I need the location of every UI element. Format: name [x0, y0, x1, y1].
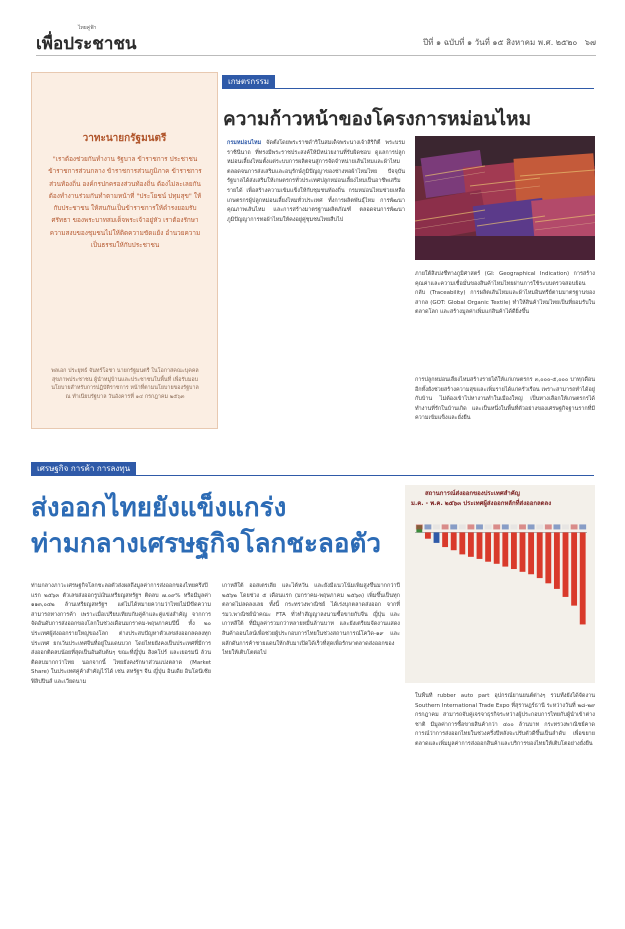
article-headline: ความก้าวหน้าของโครงการหม่อนไหม [223, 108, 532, 130]
chart-bar [477, 532, 483, 558]
article-headline: ส่งออกไทยยังแข็งแกร่ง [31, 493, 287, 523]
country-flag-marker [502, 524, 509, 529]
country-flag-marker [545, 524, 552, 529]
section-rule [222, 88, 594, 89]
chart-bar [451, 532, 457, 550]
article-column: ภายใต้สิ่งบ่งชี้ทางภูมิศาสตร์ (GI: Geographical Indication) การสร้างคุณค่าและความเชื่อมั่นของสินค้าไหมไทยผ่านการใช้ระบบตรวจสอบย้อนกลับ (Traceability) การผลิตเส้นไหมและผ้าไหมอินทรีย์ตามมาตรฐานของสากล (GOT: Global Organic Textile) ทำให้สินค้าไหมไทยเป็นที่ยอมรับในตลาดโลก และสร้างมูลค่าเพิ่มแก่สินค้าได้ดียิ่งขึ้น [415, 271, 595, 316]
chart-bar [485, 532, 491, 561]
chart-bar [528, 532, 534, 574]
chart-bar [442, 532, 448, 547]
chart-bar [571, 532, 577, 605]
country-flag-marker [553, 524, 560, 529]
article-column: การปลูกหม่อนเลี้ยงไหมสร้างรายได้ให้แก่เกษตรกร ๓,๐๐๐-๕,๐๐๐ บาท/เดือน อีกทั้งยังช่วยสร้างความสุขและเพิ่มรายได้แก่ครัวเรือน เพราะสามารถทำได้อยู่กับบ้าน ไม่ต้องเข้าไปหางานทำในเมืองใหญ่ เป็นทางเลือกให้เกษตรกรได้ทำงานที่รักในบ้านเกิด และเป็นหนึ่งในพื้นที่ตัวอย่างของเศรษฐกิจฐานรากที่มีความเข้มแข็งและยั่งยืน [415, 377, 595, 422]
article-column [227, 139, 405, 445]
quote-body: "เราต้องช่วยกันทำงาน รัฐบาล ข้าราชการ ประชาชน ข้าราชการส่วนกลาง ข้าราชการส่วนภูมิภาค ข้าราชการส่วนท้องถิ่น องค์กรปกครองส่วนท้องถิ่น ต้องไม่ละเลยกัน ต้องทำงานร่วมกันทำตามหน้าที่ "ประโยชน์ ปทุมสุข" ให้กับประชาชน ให้สนกันเป็นข้าราชการให้ดำรงยอมรับศรัทธา ของพระบาทสมเด็จพระเจ้าอยู่หัว เราต้องรักษาความสงบของชุมชนไม่ให้ติดความขัดแย้ง อำนวยความเป็นธรรมให้กับประชาชน [48, 155, 202, 250]
country-flag-marker [459, 524, 466, 529]
quote-signature: พลเอก ประยุทธ์ จันทร์โอชา นายกรัฐมนตรี ในโอกาสคณะบุคคลสุขภาพประชาชน ผู้นำหมู่บ้านและประชาชนในพื้นที่ เพื่อรับมอบนโยบายสำหรับการปฏิบัติราชการ หน้าที่ตามนโยบายของรัฐบาล ณ ทำเนียบรัฐบาล วันอังคารที่ ๑๔ กรกฎาคม ๒๕๖๓ [51, 368, 199, 400]
country-flag-marker [433, 524, 440, 529]
chart-bar [563, 532, 569, 596]
chart-bar [580, 532, 586, 624]
section-rule [31, 475, 594, 476]
chart-plot [405, 507, 595, 683]
country-flag-marker [485, 524, 492, 529]
quote-title: วาทะนายกรัฐมนตรี [82, 133, 167, 144]
chart-bar [545, 532, 551, 583]
section-tab-agriculture: เกษตรกรรม [222, 75, 275, 88]
country-flag-marker [519, 524, 526, 529]
masthead-issue [423, 36, 596, 49]
silk-fabric-photo [415, 136, 595, 260]
chart-bar [537, 532, 543, 578]
chart-bar [425, 532, 431, 538]
country-flag-marker [579, 524, 586, 529]
masthead [36, 26, 596, 56]
article-headline: ท่ามกลางเศรษฐกิจโลกชะลอตัว [31, 529, 381, 559]
country-flag-marker [528, 524, 535, 529]
chart-bar [459, 532, 465, 554]
page-number: ๖๗ [584, 38, 596, 47]
chart-bar [468, 532, 474, 556]
country-flag-marker [450, 524, 457, 529]
country-flag-marker [442, 524, 449, 529]
article-column: เกาหลีใต้ ออสเตรเลีย และไต้หวัน และยังมีแนวโน้มเพิ่มสูงขึ้นมากกว่าปี ๒๕๖๒ โดยช่วง ๕ เดือนแรก (มกราคม-พฤษภาคม ๒๕๖๓) เพิ่มขึ้นเป็นทุกตลาดไม่ลดลงเลย ทั้งนี้ กระทรวงพาณิชย์ ได้เร่งบุกตลาดส่งออก จากที่ รมว.พาณิชย์นำคณะ FTA ทั่วทำสัญญาลงนามซื้อขายกับจีน ญี่ปุ่น และเกาหลีใต้ ที่มีมูลค่ารวมกว่าหลายหมื่นล้านบาท และยังเตรียมจัดงานแสดงสินค้าออนไลน์เพื่อช่วยผู้ประกอบการไทยในช่วงสถานการณ์โควิด-๑๙ และผลักดันการค้าชายแดนให้กลับมาเปิดได้เร็วที่สุดเพื่อรักษาตลาดส่งออกของไทยให้เติบโตต่อไป [222, 583, 400, 657]
chart-bar [520, 532, 526, 571]
country-flag-marker [571, 524, 578, 529]
chart-bar [554, 532, 560, 588]
country-flag-marker [467, 524, 474, 529]
issue-date: ปีที่ ๑ ฉบับที่ ๑ วันที่ ๑๕ สิงหาคม พ.ศ. ๒๕๒๐ [423, 38, 578, 47]
masthead-kicker: ไทยคู่ฟ้า [78, 25, 97, 31]
country-flag-marker [493, 524, 500, 529]
country-flag-marker [476, 524, 483, 529]
masthead-title: เพื่อประชาชน [36, 34, 137, 54]
export-chart [405, 485, 595, 683]
chart-subtitle: ม.ค. - พ.ค. ๒๕๖๓ ประเทศผู้ส่งออกหลักที่ส่งออกลดลง [411, 500, 552, 507]
country-flag-marker [562, 524, 569, 529]
article-column: ท่ามกลางภาวะเศรษฐกิจโลกชะลอตัวส่งผลถึงมูลค่าการส่งออกของไทยครึ่งปีแรก ๒๕๖๓ ตัวเลขส่งออกรูปเงินเหรียญสหรัฐฯ ติดลบ ๗.๐๙% หรือมีมูลค่า ๑๑๓,๐๔๒ ล้านเหรียญสหรัฐฯ แต่ไม่ได้หมายความว่าไทยไม่มีขีดความสามารถทางการค้า เพราะเมื่อเปรียบเทียบกับคู่ค้าและคู่แข่งสำคัญ จากการจัดอันดับการส่งออกของโลกในช่วงเดือนมกราคม-พฤษภาคมปีนี้ ทั้ง ๒๐ ประเทศผู้ส่งออกรายใหญ่ของโลก ต่างประสบปัญหาตัวเลขส่งออกลดลงทุกประเทศ ยกเว้นประเทศจีนที่อยู่ในแดนบวก โดยไทยยังคงเป็นประเทศที่มีการส่งออกติดลบน้อยที่สุดเป็นอันดับต้นๆ ขณะที่ญี่ปุ่น สิงคโปร์ และเยอรมนี ล้วนติดลบมากกว่าไทย นอกจากนี้ ไทยยังคงรักษาส่วนแบ่งตลาด (Market Share) ในประเทศคู่ค้าสำคัญไว้ได้ เช่น สหรัฐฯ จีน ญี่ปุ่น อินเดีย อินโดนีเซีย ฟิลิปปินส์ และเวียดนาม [31, 583, 211, 685]
country-flag-marker [536, 524, 543, 529]
chart-bar [502, 532, 508, 566]
country-flag-marker [510, 524, 517, 529]
chart-bar [511, 532, 517, 569]
article-lead: กรมหม่อนไหม [227, 140, 262, 146]
quote-box [31, 72, 218, 429]
section-tab-economy: เศรษฐกิจ การค้า การลงทุน [31, 462, 136, 475]
country-flag-marker [424, 524, 431, 529]
article-column: ในพื้นที่ rubber auto part อุปกรณ์ยานยนต์ต่างๆ รวมทั้งยังได้จัดงาน Southern International Trade Expo ที่สุราษฎร์ธานี ระหว่างวันที่ ๒๘-๒๙ กรกฎาคม สามารถจับคู่เจรจาธุรกิจระหว่างผู้ประกอบการไทยกับผู้นำเข้าต่างชาติ มีมูลค่าการซื้อขายสินค้ากว่า ๔๐๐ ล้านบาท กระทรวงพาณิชย์คาดการณ์ว่าการส่งออกไทยในช่วงครึ่งปีหลังจะปรับตัวดีขึ้นเป็นลำดับ เพื่อขยายตลาดและเพิ่มมูลค่าการส่งออกสินค้าและบริการของไทยให้เติบโตอย่างยั่งยืน [415, 693, 595, 747]
chart-bar [494, 532, 500, 563]
chart-title: สถานการณ์ส่งออกของประเทศสำคัญ [425, 490, 520, 497]
masthead-rule [36, 55, 596, 56]
article-text: จัดตั้งโดยพระราชดำริในสมเด็จพระนางเจ้าสิริกิติ์ พระบรมราชินีนาถ ที่ทรงมีพระราชประสงค์ให้มีหน่วยงานที่รับผิดชอบ ดูแลการปลูกหม่อนเลี้ยงไหมตั้งแต่ระบบการผลิตจนสู่การจัดจำหน่ายเส้นไหมและผ้าไหมตลอดจนการส่งเสริมและอนุรักษ์ภูมิปัญญาของช่างทอผ้าไหมไทย ปัจจุบันรัฐบาลได้ส่งเสริมให้เกษตรกรทั่วประเทศปลูกหม่อนเลี้ยงไหมเป็นอาชีพเสริมรายได้ เพื่อสร้างความเข้มแข็งให้กับชุมชนท้องถิ่น กรมหม่อนไหมช่วยเหลือเกษตรกรผู้ปลูกหม่อนเลี้ยงไหมทั่วประเทศ ทั้งการผลิตพันธุ์ไหม การพัฒนาคุณภาพเส้นไหม และการสร้างมาตรฐานผลิตภัณฑ์ ตลอดจนการพัฒนาภูมิปัญญาการทอผ้าไหมให้คงอยู่คู่ชุมชนไทยสืบไป [227, 140, 405, 223]
chart-bar [434, 532, 440, 542]
country-flag-marker [416, 524, 423, 529]
